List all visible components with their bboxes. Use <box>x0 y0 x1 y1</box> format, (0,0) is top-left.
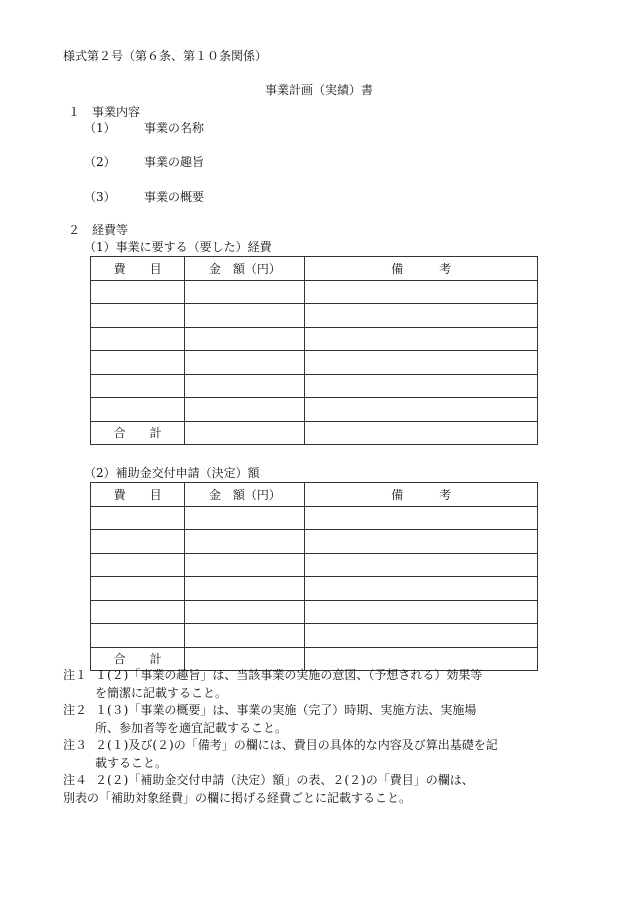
cell-remarks[interactable] <box>305 280 538 304</box>
header-amount: 金 額（円） <box>185 483 305 507</box>
table-2-caption: （2）補助金交付申請（決定）額 <box>84 466 260 480</box>
header-item: 費 目 <box>91 257 185 281</box>
cell-item[interactable] <box>91 624 185 648</box>
table-row <box>91 351 538 375</box>
item-project-overview <box>84 191 204 203</box>
table-row <box>91 577 538 601</box>
item-number: （2） <box>84 155 116 169</box>
total-label: 合 計 <box>91 421 185 445</box>
cell-amount[interactable] <box>185 577 305 601</box>
item-number: （3） <box>84 190 116 204</box>
table-row <box>91 327 538 351</box>
table-header-row <box>91 483 538 507</box>
cell-remarks[interactable] <box>305 374 538 398</box>
notes-section <box>63 667 563 807</box>
note-2 <box>63 702 563 737</box>
item-label: 事業の名称 <box>144 121 205 135</box>
table-row <box>91 304 538 328</box>
cell-amount[interactable] <box>185 304 305 328</box>
section-1-heading: １ 事業内容 <box>68 105 141 119</box>
header-remarks: 備 考 <box>305 257 538 281</box>
section-2-heading: ２ 経費等 <box>68 223 129 237</box>
cell-item[interactable] <box>91 600 185 624</box>
cell-remarks[interactable] <box>305 530 538 554</box>
header-remarks: 備 考 <box>305 483 538 507</box>
note-text: ２(１)及び(２)の「備考」の欄には、費目の具体的な内容及び算出基礎を記 載すること。 <box>95 738 498 770</box>
cell-amount[interactable] <box>185 530 305 554</box>
table-row <box>91 624 538 648</box>
cell-remarks[interactable] <box>305 351 538 375</box>
note-label: 注１ <box>63 668 88 682</box>
cell-item[interactable] <box>91 280 185 304</box>
table-row <box>91 553 538 577</box>
header-item: 費 目 <box>91 483 185 507</box>
note-label: 注２ <box>63 703 88 717</box>
table-total-row <box>91 421 538 445</box>
subsidy-table <box>90 482 538 671</box>
cell-remarks[interactable] <box>305 624 538 648</box>
item-project-purpose <box>84 156 204 168</box>
cell-amount[interactable] <box>185 327 305 351</box>
cell-item[interactable] <box>91 530 185 554</box>
cell-amount[interactable] <box>185 398 305 422</box>
cell-item[interactable] <box>91 506 185 530</box>
form-number: 様式第２号（第６条、第１０条関係） <box>63 49 268 63</box>
cell-remarks[interactable] <box>305 577 538 601</box>
note-1 <box>63 667 563 702</box>
table-header-row <box>91 257 538 281</box>
cell-remarks[interactable] <box>305 398 538 422</box>
table-row <box>91 506 538 530</box>
note-label: 注４ <box>63 773 88 787</box>
note-3 <box>63 737 563 772</box>
cell-amount[interactable] <box>185 374 305 398</box>
table-row <box>91 398 538 422</box>
note-text: ２(２)「補助金交付申請（決定）額」の表、２(２)の「費目」の欄は、 <box>95 773 474 787</box>
cell-remarks[interactable] <box>305 304 538 328</box>
note-text: １(３)「事業の概要」は、事業の実施（完了）時期、実施方法、実施場 所、参加者等を適宜記載すること。 <box>95 703 477 735</box>
table-row <box>91 374 538 398</box>
table-row <box>91 530 538 554</box>
note-label: 注３ <box>63 738 88 752</box>
cell-amount[interactable] <box>185 280 305 304</box>
total-amount[interactable] <box>185 421 305 445</box>
cell-amount[interactable] <box>185 624 305 648</box>
cell-item[interactable] <box>91 374 185 398</box>
table-row <box>91 280 538 304</box>
note-text-continued: 別表の「補助対象経費」の欄に掲げる経費ごとに記載すること。 <box>63 790 412 805</box>
cell-amount[interactable] <box>185 600 305 624</box>
cell-item[interactable] <box>91 577 185 601</box>
cell-item[interactable] <box>91 553 185 577</box>
expense-table <box>90 256 538 445</box>
item-project-name <box>84 122 204 134</box>
note-text: １(２)「事業の趣旨」は、当該事業の実施の意図、（予想される）効果等 を簡潔に記載すること。 <box>95 668 483 700</box>
cell-amount[interactable] <box>185 351 305 375</box>
cell-item[interactable] <box>91 398 185 422</box>
table-row <box>91 600 538 624</box>
cell-item[interactable] <box>91 304 185 328</box>
cell-remarks[interactable] <box>305 506 538 530</box>
cell-remarks[interactable] <box>305 553 538 577</box>
total-label: 合 計 <box>91 647 185 671</box>
cell-remarks[interactable] <box>305 327 538 351</box>
document-title: 事業計画（実績）書 <box>264 83 373 97</box>
note-4 <box>63 772 563 807</box>
cell-amount[interactable] <box>185 553 305 577</box>
item-label: 事業の趣旨 <box>144 155 205 169</box>
cell-remarks[interactable] <box>305 600 538 624</box>
cell-item[interactable] <box>91 327 185 351</box>
table-1-caption: （1）事業に要する（要した）経費 <box>84 240 272 254</box>
item-number: （1） <box>84 121 116 135</box>
item-label: 事業の概要 <box>144 190 205 204</box>
cell-item[interactable] <box>91 351 185 375</box>
total-remarks[interactable] <box>305 421 538 445</box>
header-amount: 金 額（円） <box>185 257 305 281</box>
cell-amount[interactable] <box>185 506 305 530</box>
